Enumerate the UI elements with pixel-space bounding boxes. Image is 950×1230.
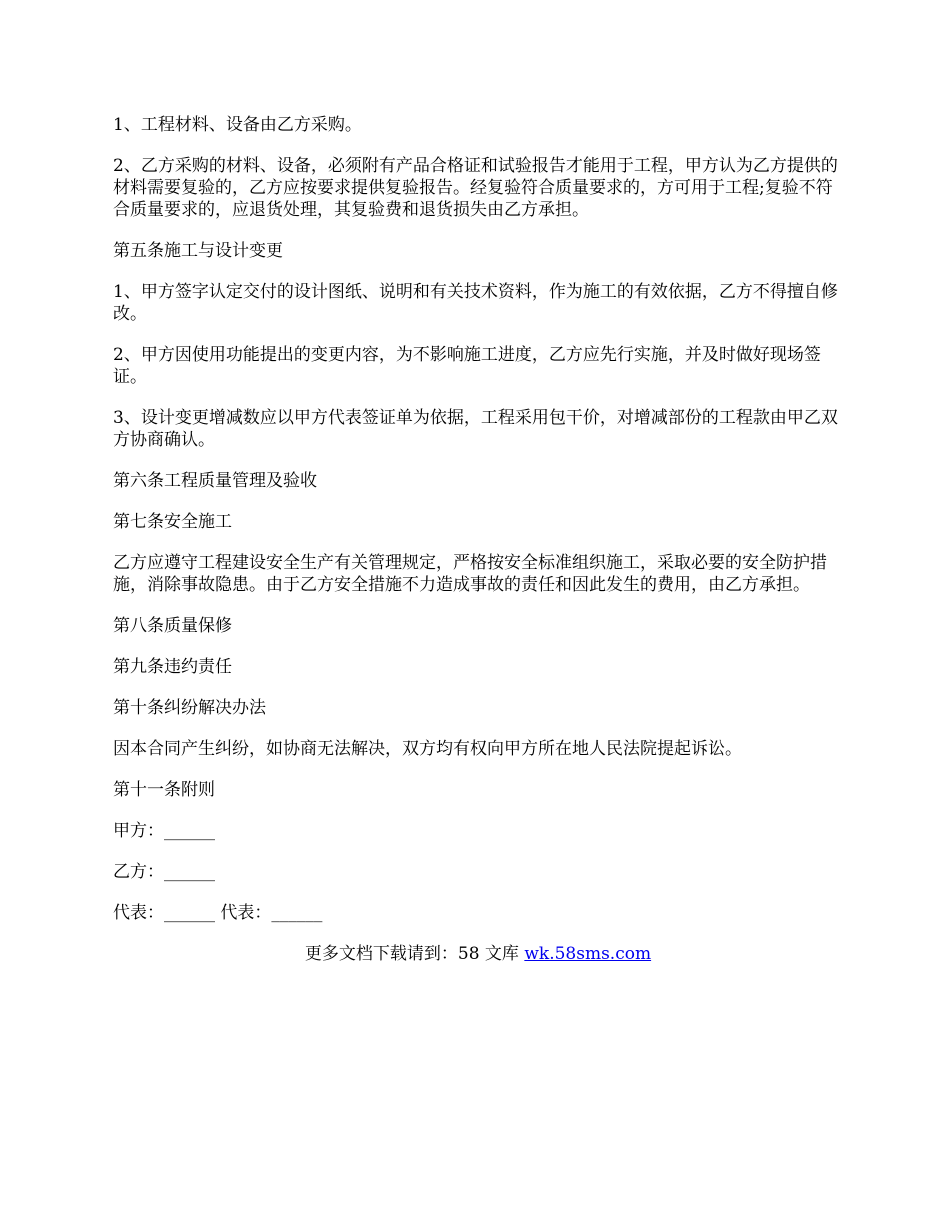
signature-party-a: 甲方：______ <box>113 821 215 841</box>
paragraph-design-documents: 1、甲方签字认定交付的设计图纸、说明和有关技术资料，作为施工的有效依据，乙方不得擅自修改。 <box>113 282 838 324</box>
paragraph-materials-certificates: 2、乙方采购的材料、设备，必须附有产品合格证和试验报告才能用于工程，甲方认为乙方提供的材料需要复验的，乙方应按要求提供复验报告。经复验符合质量要求的，方可用于工程;复验不符合质量要求的，应退货处理，其复验费和退货损失由乙方承担。 <box>113 156 838 220</box>
paragraph-safety-construction: 乙方应遵守工程建设安全生产有关管理规定，严格按安全标准组织施工，采取必要的安全防护措施，消除事故隐患。由于乙方安全措施不力造成事故的责任和因此发生的费用，由乙方承担。 <box>113 553 827 595</box>
document-body <box>113 114 843 965</box>
paragraph-change-content: 2、甲方因使用功能提出的变更内容，为不影响施工进度，乙方应先行实施，并及时做好现场签证。 <box>113 345 821 387</box>
section-heading-article-8: 第八条质量保修 <box>113 616 232 636</box>
footer <box>113 943 843 965</box>
paragraph-change-amount: 3、设计变更增减数应以甲方代表签证单为依据，工程采用包干价，对增减部份的工程款由甲乙双方协商确认。 <box>113 408 838 450</box>
signature-party-b: 乙方：______ <box>113 862 215 882</box>
paragraph-materials-purchase: 1、工程材料、设备由乙方采购。 <box>113 115 362 135</box>
footer-link[interactable]: wk.58sms.com <box>524 944 652 964</box>
section-heading-article-9: 第九条违约责任 <box>113 657 232 677</box>
footer-text: 更多文档下载请到：58 文库 <box>304 944 525 964</box>
section-heading-article-11: 第十一条附则 <box>113 780 215 800</box>
section-heading-article-6: 第六条工程质量管理及验收 <box>113 471 317 491</box>
signature-representatives: 代表：______ 代表：______ <box>113 903 323 923</box>
paragraph-dispute-resolution: 因本合同产生纠纷，如协商无法解决，双方均有权向甲方所在地人民法院提起诉讼。 <box>113 739 742 759</box>
section-heading-article-10: 第十条纠纷解决办法 <box>113 698 266 718</box>
section-heading-article-7: 第七条安全施工 <box>113 512 232 532</box>
section-heading-article-5: 第五条施工与设计变更 <box>113 241 283 261</box>
